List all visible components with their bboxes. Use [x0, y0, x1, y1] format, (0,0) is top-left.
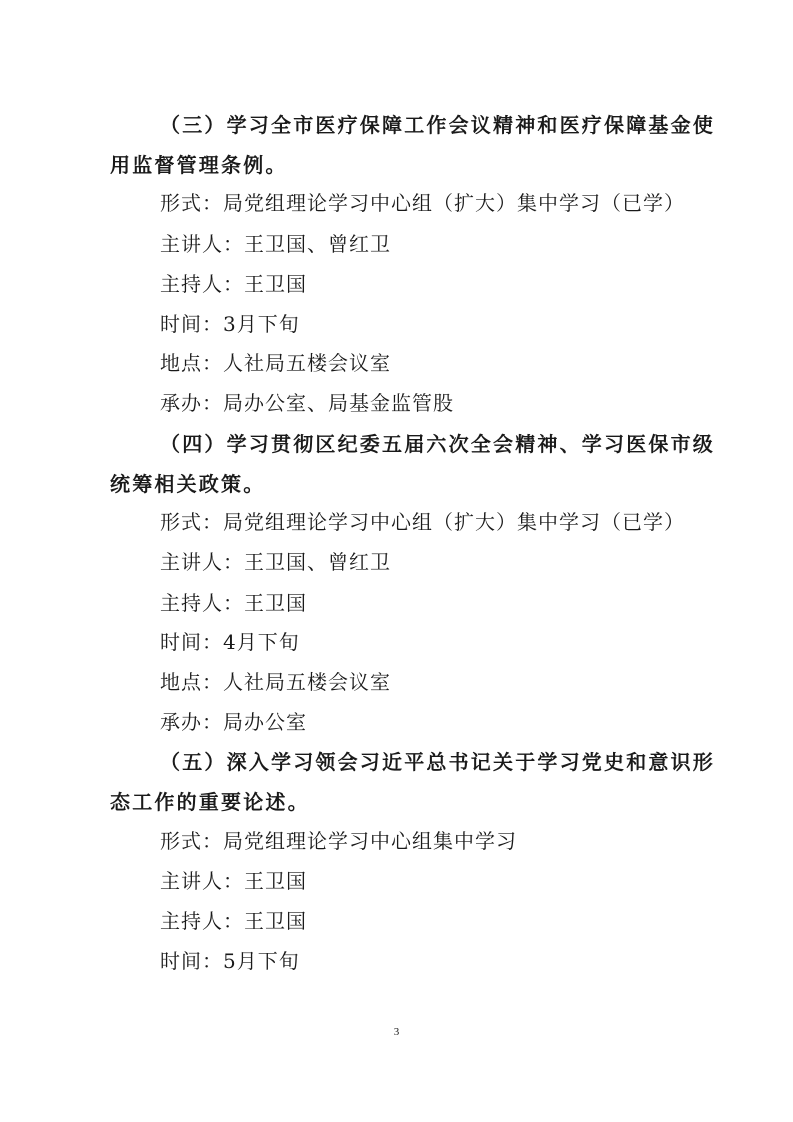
- section-5-host: 主持人：王卫国: [160, 909, 307, 933]
- section-3-time: 时间：3月下旬: [160, 312, 300, 336]
- section-4-organizer: 承办：局办公室: [160, 710, 307, 734]
- section-5-form: 形式：局党组理论学习中心组集中学习: [160, 829, 517, 853]
- section-3-form: 形式：局党组理论学习中心组（扩大）集中学习（已学）: [160, 191, 685, 215]
- section-3-heading-line1: （三）学习全市医疗保障工作会议精神和医疗保障基金使: [160, 113, 715, 137]
- section-4-location: 地点：人社局五楼会议室: [160, 670, 391, 694]
- section-3-lecturer: 主讲人：王卫国、曾红卫: [160, 232, 391, 256]
- section-4-time: 时间：4月下旬: [160, 630, 300, 654]
- section-4-heading-line1: （四）学习贯彻区纪委五届六次全会精神、学习医保市级: [160, 432, 715, 456]
- section-4-host: 主持人：王卫国: [160, 591, 307, 615]
- section-3-host: 主持人：王卫国: [160, 272, 307, 296]
- page-number: 3: [393, 1026, 400, 1038]
- section-5-heading-line1: （五）深入学习领会习近平总书记关于学习党史和意识形: [160, 750, 715, 774]
- section-4-heading-line2: 统筹相关政策。: [110, 472, 266, 496]
- section-5-lecturer: 主讲人：王卫国: [160, 869, 307, 893]
- section-5-time: 时间：5月下旬: [160, 949, 300, 973]
- section-3-organizer: 承办：局办公室、局基金监管股: [160, 391, 454, 415]
- section-4-lecturer: 主讲人：王卫国、曾红卫: [160, 550, 391, 574]
- section-3-location: 地点：人社局五楼会议室: [160, 351, 391, 375]
- section-5-heading-line2: 态工作的重要论述。: [110, 790, 310, 814]
- section-4-form: 形式：局党组理论学习中心组（扩大）集中学习（已学）: [160, 510, 685, 534]
- section-3-heading-line2: 用监督管理条例。: [110, 153, 288, 177]
